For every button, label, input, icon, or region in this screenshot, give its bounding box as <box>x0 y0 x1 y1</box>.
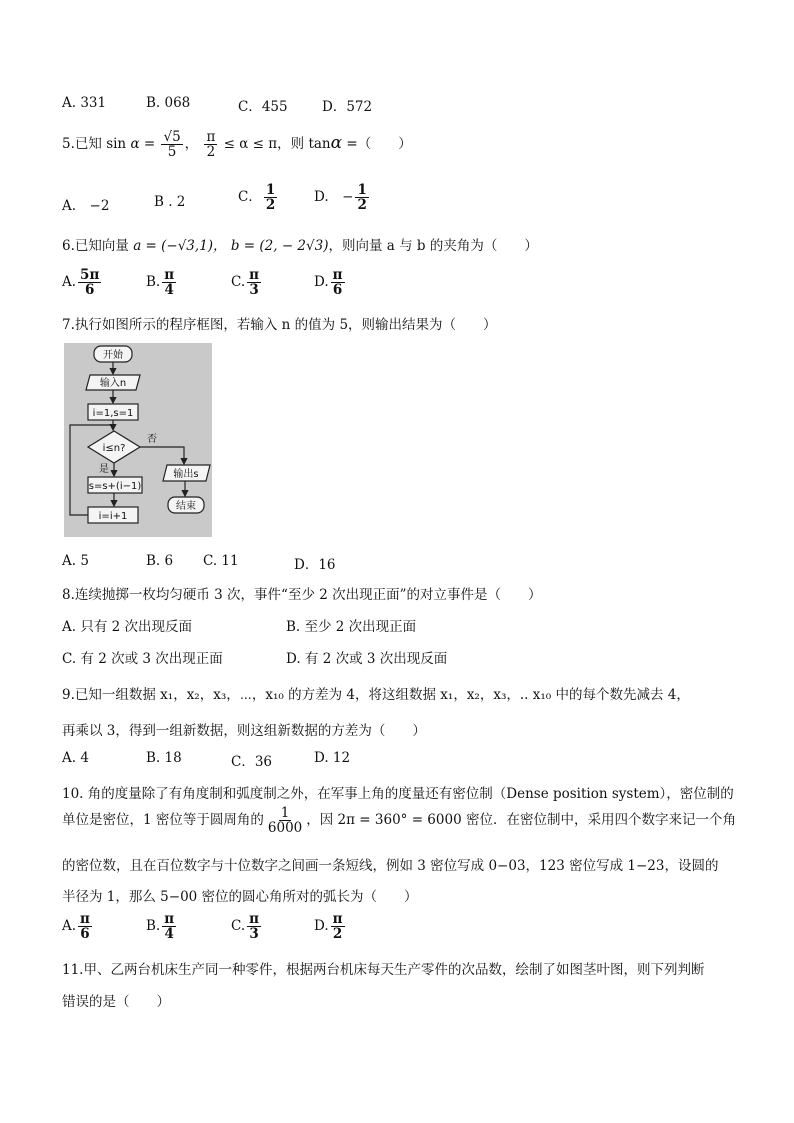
flow-input-label: 输入n <box>99 378 127 389</box>
q7-option-c: C. 11 <box>203 553 239 569</box>
q5-option-c: C． $\frac{1}{2}$ <box>238 182 276 214</box>
q7-option-d: D．16 <box>294 557 336 573</box>
q10-option-a: A. $\frac{\pi}{6}$ <box>62 911 90 943</box>
q11-stem-line2: 错误的是（ ） <box>62 994 170 1010</box>
q9-option-b: B. 18 <box>146 750 182 766</box>
q8-option-b: B. 至少 2 次出现正面 <box>286 619 417 635</box>
q9-option-d: D. 12 <box>314 750 351 766</box>
q10-fraction: $\frac{1}{6000}$ <box>267 805 303 837</box>
q5-pi-half-fraction: $\frac{\pi}{2}$ <box>206 129 216 161</box>
q6-option-a: A. $\frac{5\pi}{6}$ <box>62 267 100 299</box>
q11-stem-line1: 11.甲、乙两台机床生产同一种零件，根据两台机床每天生产零件的次品数，绘制了如图茎叶图，则下列判断 <box>62 962 705 978</box>
q6-option-b: B. $\frac{\pi}{4}$ <box>146 267 175 299</box>
q8-option-a: A. 只有 2 次出现反面 <box>62 619 193 635</box>
q9-option-a: A. 4 <box>62 750 89 766</box>
flow-start-label: 开始 <box>103 350 123 361</box>
q6-stem: 6.已知向量 a = (−√3,1)， b = (2, − 2√3)，则向量 a 与 b 的夹角为（ ） <box>62 238 538 254</box>
flow-output-label: 输出s <box>173 469 199 480</box>
q10-stem-line3: 的密位数，且在百位数字与十位数字之间画一条短线，例如 3 密位写成 0−03，123 密位写成 1−23，设圆的 <box>62 858 719 874</box>
q5-option-b: B . 2 <box>154 194 186 210</box>
q4-option-b: B. 068 <box>146 95 191 111</box>
q5-option-a: A. −2 <box>62 198 110 214</box>
q9-stem-line1: 9.已知一组数据 x₁，x₂，x₃，⋯，x₁₀ 的方差为 4，将这组数据 x₁，x₂，x₃，.. x₁₀ 中的每个数先减去 4， <box>62 687 690 703</box>
q6-option-d: D. $\frac{\pi}{6}$ <box>314 267 343 299</box>
q10-stem-line4: 半径为 1，那么 5−00 密位的圆心角所对的弧长为（ ） <box>62 889 418 905</box>
q4-option-d: D．572 <box>322 99 373 115</box>
q7-option-a: A. 5 <box>62 553 89 569</box>
q10-stem-line2: 单位是密位，1 密位等于圆周角的 $\frac{1}{6000}$ ，因 2π = 360° = 6000 密位．在密位制中，采用四个数字来记一个角 <box>62 805 736 837</box>
q7-stem: 7.执行如图所示的程序框图，若输入 n 的值为 5，则输出结果为（ ） <box>62 317 497 333</box>
q5-sin-fraction: $\frac{√5}{5}$ <box>163 129 181 161</box>
flow-condition-label: i≤n? <box>102 443 126 454</box>
q10-stem-line1: 10. 角的度量除了有角度制和弧度制之外，在军事上角的度量还有密位制（Dense position system），密位制的 <box>62 786 734 802</box>
q5-option-d: D. − $\frac{1}{2}$ <box>314 182 367 214</box>
flow-increment-label: i=i+1 <box>98 511 128 522</box>
flowchart <box>64 343 212 537</box>
q10-option-d: D. $\frac{\pi}{2}$ <box>314 911 343 943</box>
flow-no-label: 否 <box>147 434 157 445</box>
q9-option-c: C．36 <box>231 754 273 770</box>
q9-stem-line2: 再乘以 3，得到一组新数据，则这组新数据的方差为（ ） <box>62 723 426 739</box>
q8-option-c: C. 有 2 次或 3 次出现正面 <box>62 651 223 667</box>
flow-assign-label: s=s+(i−1) <box>88 481 142 492</box>
q7-option-b: B. 6 <box>146 553 174 569</box>
q5-stem: 5.已知 sin α = $\frac{√5}{5}$ ， $\frac{\pi}{2}$ ≤ α ≤ π，则 tanα =（ ） <box>62 129 412 161</box>
q8-stem: 8.连续抛掷一枚均匀硬币 3 次，事件“至少 2 次出现正面”的对立事件是（ ） <box>62 587 542 603</box>
q6-option-c: C. $\frac{\pi}{3}$ <box>231 267 260 299</box>
flow-yes-label: 是 <box>99 464 109 475</box>
flow-init-label: i=1,s=1 <box>92 408 134 419</box>
q10-option-c: C. $\frac{\pi}{3}$ <box>231 911 260 943</box>
q4-option-c: C．455 <box>238 99 288 115</box>
q10-option-b: B. $\frac{\pi}{4}$ <box>146 911 175 943</box>
q8-option-d: D. 有 2 次或 3 次出现反面 <box>286 651 448 667</box>
q4-option-a: A. 331 <box>62 95 107 111</box>
flow-end-label: 结束 <box>176 501 196 512</box>
